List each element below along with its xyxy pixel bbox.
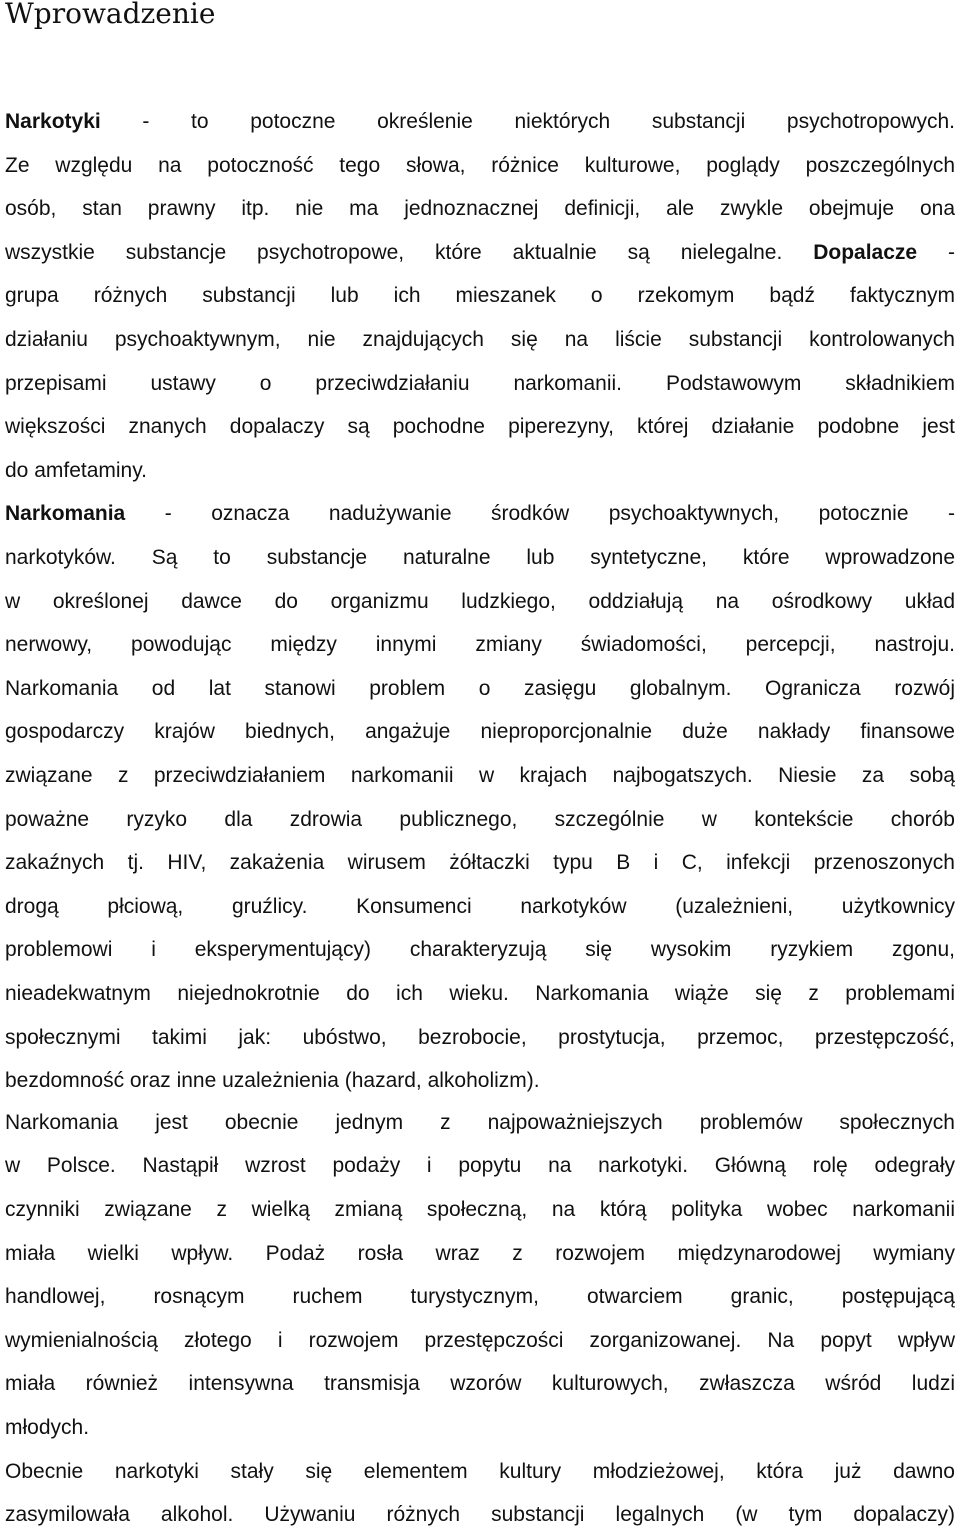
text-segment: handlowej, rosnącym ruchem turystycznym, otwarciem granic, postępującą [5, 1285, 955, 1309]
text-line [5, 405, 955, 449]
text-line [5, 1406, 955, 1450]
text-segment: gospodarczy krajów biednych, angażuje nieproporcjonalnie duże nakłady finansowe [5, 720, 955, 744]
text-line [5, 1101, 955, 1145]
text-line [5, 231, 955, 275]
text-line [5, 362, 955, 406]
text-line [5, 1362, 955, 1406]
text-line [5, 1232, 955, 1276]
text-segment: miała wielki wpływ. Podaż rosła wraz z rozwojem międzynarodowej wymiany [5, 1241, 955, 1265]
text-line [5, 754, 955, 798]
text-segment: młodych. [5, 1415, 90, 1439]
text-segment: do amfetaminy. [5, 458, 148, 482]
text-line [5, 449, 955, 493]
text-segment: wymienialnością złotego i rozwojem przestępczości zorganizowanej. Na popyt wpływ [5, 1328, 955, 1352]
text-line [5, 667, 955, 711]
defined-term: Dopalacze [813, 240, 918, 264]
text-line [5, 1275, 955, 1319]
text-segment: poważne ryzyko dla zdrowia publicznego, szczególnie w kontekście chorób [5, 807, 955, 831]
text-line [5, 798, 955, 842]
text-segment: bezdomność oraz inne uzależnienia (hazard, alkoholizm). [5, 1069, 540, 1093]
text-segment: związane z przeciwdziałaniem narkomanii w krajach najbogatszych. Niesie za sobą [5, 763, 955, 787]
text-segment: Narkomania od lat stanowi problem o zasięgu globalnym. Ogranicza rozwój [5, 676, 955, 700]
text-line [5, 841, 955, 885]
text-line [5, 928, 955, 972]
text-segment: Ze względu na potoczność tego słowa, różnice kulturowe, poglądy poszczególnych [5, 153, 955, 177]
defined-term: Narkomania [5, 502, 126, 526]
text-segment: - to potoczne określenie niektórych substancji psychotropowych. [100, 110, 955, 133]
text-line [5, 318, 955, 362]
text-line [5, 580, 955, 624]
text-line [5, 144, 955, 188]
text-line [5, 1493, 955, 1537]
text-line [5, 274, 955, 318]
text-line [5, 100, 955, 144]
text-line [5, 885, 955, 929]
text-segment: wszystkie substancje psychotropowe, które aktualnie są nielegalne. [5, 240, 814, 264]
text-segment: nerwowy, powodując między innymi zmiany świadomości, percepcji, nastroju. [5, 633, 955, 657]
page-title: Wprowadzenie [5, 0, 216, 30]
text-line [5, 1450, 955, 1494]
text-segment: - oznacza nadużywanie środków psychoaktywnych, potocznie - [125, 502, 955, 526]
text-segment: problemowi i eksperymentujący) charakteryzują się wysokim ryzykiem zgonu, [5, 938, 955, 962]
paragraph-narkomania-w-polsce [5, 1101, 955, 1450]
text-line [5, 1016, 955, 1060]
text-line [5, 972, 955, 1016]
text-segment: miała również intensywna transmisja wzorów kulturowych, zwłaszcza wśród ludzi [5, 1372, 955, 1396]
text-segment: Obecnie narkotyki stały się elementem kultury młodzieżowej, która już dawno [5, 1459, 955, 1483]
text-segment: przepisami ustawy o przeciwdziałaniu narkomanii. Podstawowym składnikiem [5, 371, 955, 395]
text-line [5, 187, 955, 231]
text-line [5, 710, 955, 754]
text-segment: Narkomania jest obecnie jednym z najpoważniejszych problemów społecznych [5, 1110, 955, 1134]
text-segment: społecznymi takimi jak: ubóstwo, bezrobocie, prostytucja, przemoc, przestępczość, [5, 1025, 955, 1049]
text-segment: nieadekwatnym niejednokrotnie do ich wieku. Narkomania wiąże się z problemami [5, 981, 955, 1005]
text-segment: zasymilowała alkohol. Używaniu różnych substancji legalnych (w tym dopalaczy) [5, 1503, 955, 1527]
text-segment: czynniki związane z wielką zmianą społeczną, na którą polityka wobec narkomanii [5, 1197, 955, 1221]
text-segment: działaniu psychoaktywnym, nie znajdujących się na liście substancji kontrolowanych [5, 327, 955, 351]
text-segment: większości znanych dopalaczy są pochodne piperezyny, której działanie podobne jest [5, 415, 955, 439]
text-segment: grupa różnych substancji lub ich mieszanek o rzekomym bądź faktycznym [5, 284, 955, 308]
defined-term: Narkotyki [5, 110, 101, 133]
paragraph-narkomania-definicja [5, 492, 955, 1102]
text-segment: w określonej dawce do organizmu ludzkiego, oddziałują na ośrodkowy układ [5, 589, 955, 613]
text-line [5, 1059, 955, 1103]
text-segment: osób, stan prawny itp. nie ma jednoznacznej definicji, ale zwykle obejmuje ona [5, 197, 955, 221]
paragraph-narkotyki-dopalacze [5, 100, 955, 492]
text-segment: narkotyków. Są to substancje naturalne lub syntetyczne, które wprowadzone [5, 545, 955, 569]
text-line [5, 492, 955, 536]
text-line [5, 623, 955, 667]
text-segment: w Polsce. Nastąpił wzrost podaży i popytu na narkotyki. Główną rolę odegrały [5, 1154, 955, 1178]
paragraph-kultura-mlodziezowa [5, 1450, 955, 1537]
text-segment: - [917, 240, 955, 264]
text-line [5, 536, 955, 580]
text-line [5, 1144, 955, 1188]
text-line [5, 1188, 955, 1232]
text-segment: zakaźnych tj. HIV, zakażenia wirusem żółtaczki typu B i C, infekcji przenoszonych [5, 851, 955, 875]
text-line [5, 1319, 955, 1363]
text-segment: drogą płciową, gruźlicy. Konsumenci narkotyków (uzależnieni, użytkownicy [5, 894, 955, 918]
